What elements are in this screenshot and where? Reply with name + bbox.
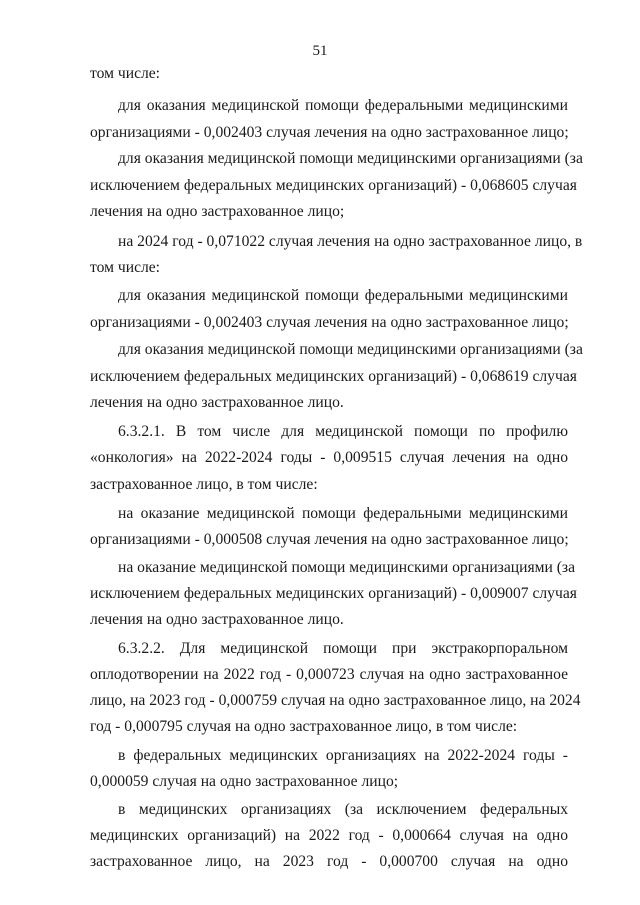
text-line: год - 0,000795 случая на одно застрахованное лицо, в том числе: [90,718,518,735]
text-line: в федеральных медицинских организациях на 2022-2024 годы - [118,747,568,764]
text-line: исключением федеральных медицинских организаций) - 0,068605 случая [90,177,577,194]
text-line: застрахованное лицо, в том числе: [90,476,318,493]
text-line: 6.3.2.2. Для медицинской помощи при экстракорпоральном [118,640,568,657]
text-line: исключением федеральных медицинских организаций) - 0,009007 случая [90,585,577,602]
text-line: лечения на одно застрахованное лицо. [90,394,344,411]
text-line: для оказания медицинской помощи медицинскими организациями (за [118,150,583,167]
text-line: для оказания медицинской помощи медицинскими организациями (за [118,341,583,358]
text-line: 0,000059 случая на одно застрахованное лицо; [90,773,399,790]
text-line: том числе: [90,65,161,82]
text-line: медицинских организаций) на 2022 год - 0,000664 случая на одно [90,827,568,844]
text-line: организациями - 0,000508 случая лечения на одно застрахованное лицо; [90,531,569,548]
text-line: «онкология» на 2022-2024 годы - 0,009515 случая лечения на одно [90,449,568,466]
text-line: в медицинских организациях (за исключением федеральных [118,801,568,818]
text-line: исключением федеральных медицинских организаций) - 0,068619 случая [90,368,577,385]
text-line: том числе: [90,259,161,276]
text-line: на оказание медицинской помощи медицинскими организациями (за [118,559,575,576]
text-line: лечения на одно застрахованное лицо. [90,611,344,628]
text-line: организациями - 0,002403 случая лечения на одно застрахованное лицо; [90,124,569,141]
page-number: 51 [312,43,328,59]
text-line: для оказания медицинской помощи федеральными медицинскими [118,287,568,304]
text-line: 6.3.2.1. В том числе для медицинской помощи по профилю [118,423,568,440]
text-line: на оказание медицинской помощи федеральными медицинскими [118,505,568,522]
text-line: для оказания медицинской помощи федеральными медицинскими [118,97,568,114]
text-line: на 2024 год - 0,071022 случая лечения на одно застрахованное лицо, в [118,233,583,250]
text-line: организациями - 0,002403 случая лечения на одно застрахованное лицо; [90,314,569,331]
text-line: застрахованное лицо, на 2023 год - 0,000700 случая на одно [90,853,568,870]
text-line: оплодотворении на 2022 год - 0,000723 случая на одно застрахованное [90,666,568,683]
text-line: лечения на одно застрахованное лицо; [90,203,345,220]
text-line: лицо, на 2023 год - 0,000759 случая на одно застрахованное лицо, на 2024 [90,692,581,709]
